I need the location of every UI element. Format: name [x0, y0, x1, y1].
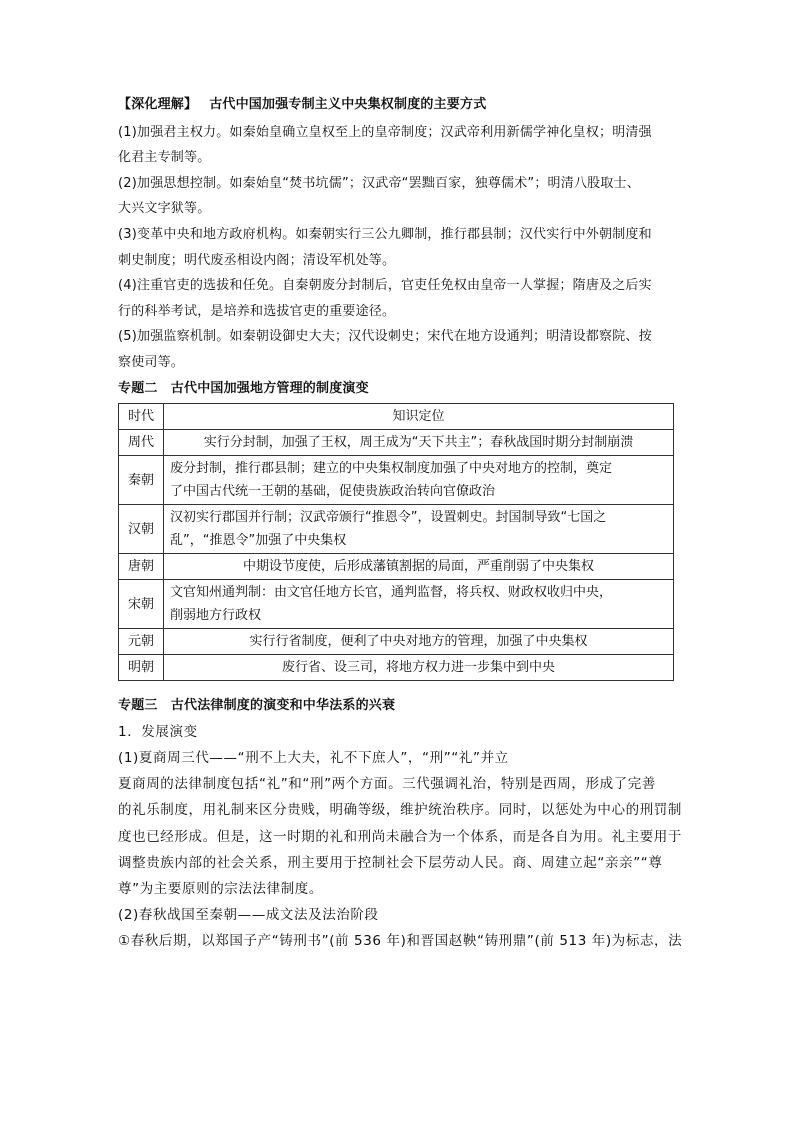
- header-knowledge: 知识定位: [164, 404, 674, 430]
- table-row: [119, 655, 674, 681]
- row-era: 汉朝: [119, 505, 164, 554]
- row-text-line: 乱”，“推恩令”加强了中央集权: [170, 533, 347, 549]
- topic3-title: 专题三 古代法律制度的演变和中华法系的兴衰: [118, 698, 396, 714]
- topic2-title: 专题二 古代中国加强地方管理的制度演变: [118, 380, 369, 396]
- paragraph-line: ①春秋后期，以郑国子产“铸刑书”(前 536 年)和晋国赵鞅“铸刑鼎”(前 513 年)为标志，法: [118, 933, 683, 950]
- row-text-line: 废分封制，推行郡县制；建立的中央集权制度加强了中央对地方的控制，奠定: [170, 461, 613, 477]
- intro-line: 行的科举考试，是培养和选拔官吏的重要途径。: [118, 303, 396, 319]
- table-row: [119, 430, 674, 456]
- row-era: 元朝: [119, 629, 164, 655]
- intro-line: 刺史制度；明代废丞相设内阁；清设军机处等。: [118, 252, 396, 268]
- row-text-line: 削弱地方行政权: [170, 608, 262, 624]
- row-text: 实行行省制度，便利了中央对地方的管理，加强了中央集权: [164, 629, 674, 655]
- intro-line: (3)变革中央和地方政府机构。如秦朝实行三公九卿制，推行郡县制；汉代实行中外朝制度和: [118, 226, 652, 242]
- intro-line: (4)注重官吏的选拔和任免。自秦朝废分封制后，官吏任免权由皇帝一人掌握；隋唐及之后实: [118, 278, 652, 294]
- heading-bracket: 【深化理解】: [118, 97, 198, 112]
- row-text-line: 了中国古代统一王朝的基础，促使贵族政治转向官僚政治: [170, 484, 496, 500]
- row-text: 中期设节度使，后形成藩镇割据的局面，严重削弱了中央集权: [164, 554, 674, 580]
- intro-lines: [118, 120, 678, 376]
- row-era: 唐朝: [119, 554, 164, 580]
- row-text: [164, 456, 674, 505]
- header-era: 时代: [119, 404, 164, 430]
- intro-line: (1)加强君主权力。如秦始皇确立皇权至上的皇帝制度；汉武帝利用新儒学神化皇权；明清强: [118, 124, 652, 140]
- table-row: [119, 505, 674, 554]
- row-text: 废行省、设三司，将地方权力进一步集中到中央: [164, 655, 674, 681]
- paragraph-line: 尊”为主要原则的宗法法律制度。: [118, 880, 323, 897]
- row-era: 周代: [119, 430, 164, 456]
- paragraph-line: 的礼乐制度，用礼制来区分贵贱，明确等级，维护统治秩序。同时，以惩处为中心的刑罚制: [118, 802, 682, 819]
- row-era: 宋朝: [119, 580, 164, 629]
- heading-title: 古代中国加强专制主义中央集权制度的主要方式: [209, 97, 487, 112]
- row-text: 实行分封制，加强了王权，周王成为“天下共主”；春秋战国时期分封制崩溃: [164, 430, 674, 456]
- table-row: [119, 629, 674, 655]
- table-row: [119, 456, 674, 505]
- paragraph-line: 调整贵族内部的社会关系，刑主要用于控制社会下层劳动人民。商、周建立起“亲亲”“尊: [118, 854, 663, 871]
- intro-line: (2)加强思想控制。如秦始皇“焚书坑儒”；汉武帝“罢黜百家，独尊儒术”；明清八股取士、: [118, 175, 640, 191]
- table-row: [119, 580, 674, 629]
- subsection-heading: (1)夏商周三代——“刑不上大夫，礼不下庶人”，“刑”“礼”并立: [118, 749, 509, 766]
- table-row: [119, 554, 674, 580]
- row-text-line: 文官知州通判制：由文官任地方长官，通判监督，将兵权、财政权收归中央，: [170, 585, 613, 601]
- intro-line: 大兴文字狱等。: [118, 201, 211, 217]
- topic3-body: [118, 719, 683, 955]
- local-admin-table: [118, 403, 674, 681]
- intro-line: 察使司等。: [118, 354, 185, 370]
- paragraph-line: 夏商周的法律制度包括“礼”和“刑”两个方面。三代强调礼治，特别是西周，形成了完善: [118, 776, 656, 793]
- table-header-row: [119, 404, 674, 430]
- intro-line: (5)加强监察机制。如秦朝设御史大夫；汉代设刺史；宋代在地方设通判；明清设都察院、按: [118, 329, 652, 345]
- row-text: [164, 580, 674, 629]
- row-era: 明朝: [119, 655, 164, 681]
- document-page: [118, 92, 683, 955]
- section-heading: 1．发展演变: [118, 723, 198, 740]
- subsection-heading: (2)春秋战国至秦朝——成文法及法治阶段: [118, 907, 379, 924]
- row-era: 秦朝: [119, 456, 164, 505]
- intro-heading: [118, 92, 678, 118]
- row-text-line: 汉初实行郡国并行制；汉武帝颁行“推恩令”，设置刺史。封国制导致“七国之: [170, 510, 607, 526]
- intro-line: 化君主专制等。: [118, 150, 211, 166]
- paragraph-line: 度也已经形成。但是，这一时期的礼和刑尚未融合为一个体系，而是各自为用。礼主要用于: [118, 828, 682, 845]
- row-text: [164, 505, 674, 554]
